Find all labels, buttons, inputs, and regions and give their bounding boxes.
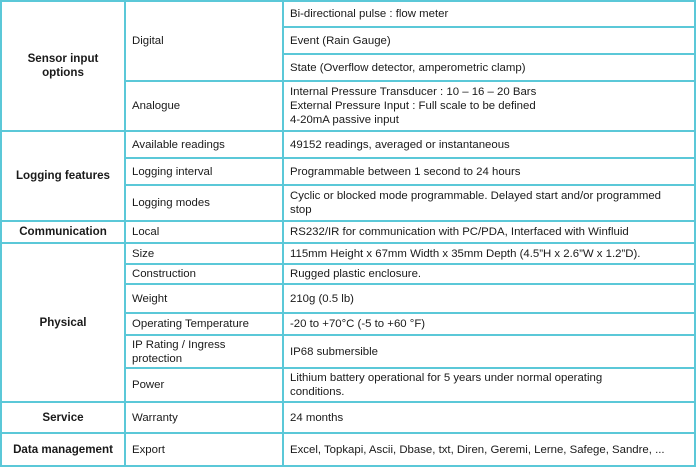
value-construction: Rugged plastic enclosure. [283,264,695,284]
label-local: Local [125,221,283,243]
label-construction: Construction [125,264,283,284]
label-logging-interval: Logging interval [125,158,283,185]
section-logging [1,131,125,221]
label-available-readings: Available readings [125,131,283,158]
label-export: Export [125,433,283,466]
section-title: Sensor input options [27,52,99,79]
value-size: 115mm Height x 67mm Width x 35mm Depth (4.5”H x 2.6”W x 1.2”D). [283,243,695,264]
value-digital-pulse: Bi-directional pulse : flow meter [283,1,695,27]
label-ip-rating: IP Rating / Ingress protection [125,335,283,368]
value-ip-rating: IP68 submersible [283,335,695,368]
section-title: Physical [39,315,87,329]
table-row [1,131,695,158]
value-logging-interval: Programmable between 1 second to 24 hours [283,158,695,185]
value-power: Lithium battery operational for 5 years under normal operating conditions. [283,368,695,402]
label-logging-modes: Logging modes [125,185,283,221]
label-weight: Weight [125,284,283,313]
label-warranty: Warranty [125,402,283,433]
label-analogue: Analogue [125,81,283,131]
value-operating-temperature: -20 to +70°C (-5 to +60 °F) [283,313,695,335]
value-weight: 210g (0.5 lb) [283,284,695,313]
value-export: Excel, Topkapi, Ascii, Dbase, txt, Diren, Geremi, Lerne, Safege, Sandre, ... [283,433,695,466]
table-row [1,1,695,27]
section-physical [1,243,125,402]
table-row [1,433,695,466]
value-analogue: Internal Pressure Transducer : 10 – 16 – 20 Bars External Pressure Input : Full scale to be defined 4-20mA passive input [283,81,695,131]
section-sensor-input [1,1,125,131]
label-power: Power [125,368,283,402]
value-logging-modes: Cyclic or blocked mode programmable. Delayed start and/or programmed stop [283,185,695,221]
label-size: Size [125,243,283,264]
table-row [1,243,695,264]
section-data-management [1,433,125,466]
value-available-readings: 49152 readings, averaged or instantaneous [283,131,695,158]
section-communication [1,221,125,243]
table-row [1,221,695,243]
value-digital-state: State (Overflow detector, amperometric clamp) [283,54,695,81]
section-title: Data management [13,442,113,456]
label-digital: Digital [125,1,283,81]
section-title: Communication [19,225,107,238]
section-title: Logging features [15,169,111,182]
value-local: RS232/IR for communication with PC/PDA, Interfaced with Winfluid [283,221,695,243]
label-operating-temperature: Operating Temperature [125,313,283,335]
value-warranty: 24 months [283,402,695,433]
section-service [1,402,125,433]
value-digital-event: Event (Rain Gauge) [283,27,695,54]
section-title: Service [42,410,84,424]
table-row [1,402,695,433]
